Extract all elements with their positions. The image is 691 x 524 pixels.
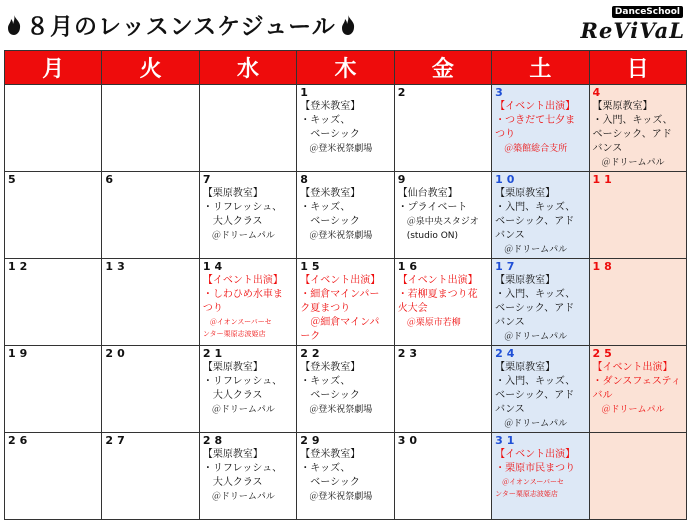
day-number: 18 bbox=[592, 260, 616, 273]
day-number: 22 bbox=[300, 347, 324, 360]
event-line: ・若柳夏まつり花 bbox=[397, 289, 478, 300]
event-line: ベーシック bbox=[300, 390, 360, 401]
event-line: つり bbox=[495, 129, 516, 140]
day-cell bbox=[297, 259, 394, 346]
event-line: 【栗原教室】 bbox=[592, 101, 653, 112]
day-cell bbox=[589, 259, 686, 346]
week-row bbox=[5, 172, 687, 259]
event-line: ・キッズ、 bbox=[300, 463, 351, 474]
day-number: 4 bbox=[592, 86, 605, 99]
day-number: 5 bbox=[8, 173, 20, 186]
day-number: 13 bbox=[105, 260, 129, 273]
event-line: 【イベント出演】 bbox=[592, 362, 673, 373]
day-cell bbox=[5, 346, 102, 433]
event-line: 大人クラス bbox=[202, 390, 263, 401]
event-line: 【イベント出演】 bbox=[202, 275, 283, 286]
day-cell bbox=[492, 259, 589, 346]
event-venue: ンター栗原志波姫店 bbox=[495, 490, 558, 498]
day-number bbox=[593, 434, 683, 448]
day-cell bbox=[492, 433, 589, 520]
day-number: 16 bbox=[397, 260, 421, 273]
page-title: ８月のレッスンスケジュール bbox=[26, 14, 336, 40]
day-cell bbox=[297, 346, 394, 433]
event-line: ・入門、キッズ、 bbox=[495, 376, 576, 387]
day-cell bbox=[5, 259, 102, 346]
event-line: バンス bbox=[495, 230, 525, 241]
event-line: ＠細倉マインパ bbox=[300, 317, 380, 328]
event-venue: ＠築館総合支所 bbox=[495, 144, 568, 154]
event-line: ・入門、キッズ、 bbox=[495, 289, 576, 300]
day-cell bbox=[394, 346, 491, 433]
weekday-sunday: 日 bbox=[589, 51, 686, 85]
day-cell bbox=[589, 433, 686, 520]
event-line: 【イベント出演】 bbox=[495, 449, 576, 460]
event-line: つり bbox=[202, 303, 223, 314]
weekday-monday: 月 bbox=[5, 51, 102, 85]
event-line: ベーシック、アド bbox=[592, 129, 672, 140]
event-line: 【登米教室】 bbox=[300, 449, 361, 460]
event-line: ベーシック、アド bbox=[495, 303, 575, 314]
event-venue: ＠ドリームパル bbox=[495, 245, 568, 255]
event-venue: ＠登米祝祭劇場 bbox=[300, 405, 373, 415]
event-line: バンス bbox=[495, 317, 525, 328]
day-number: 28 bbox=[202, 434, 227, 447]
event-line: 【登米教室】 bbox=[300, 188, 361, 199]
event-line: ク夏まつり bbox=[300, 303, 351, 314]
event-line: ベーシック bbox=[300, 129, 360, 140]
event-venue: ＠イオンスーパーセ bbox=[495, 478, 564, 486]
day-number: 19 bbox=[8, 347, 32, 360]
day-number: 21 bbox=[202, 347, 227, 360]
event-line: ・入門、キッズ、 bbox=[592, 115, 673, 126]
day-number: 7 bbox=[202, 173, 215, 186]
school-logo[interactable] bbox=[580, 6, 685, 46]
day-cell bbox=[199, 259, 296, 346]
day-number: 1 bbox=[300, 86, 312, 99]
event-venue: ＠ドリームパル bbox=[495, 332, 568, 342]
event-line: ・リフレッシュ、 bbox=[202, 376, 283, 387]
day-number bbox=[8, 86, 98, 100]
event-line: 【登米教室】 bbox=[300, 362, 361, 373]
day-cell bbox=[394, 259, 491, 346]
event-line: 【栗原教室】 bbox=[202, 449, 263, 460]
logo-name: ReViVaL bbox=[580, 18, 685, 43]
day-cell bbox=[199, 85, 296, 172]
event-line: 【栗原教室】 bbox=[202, 362, 263, 373]
event-line: 【イベント出演】 bbox=[495, 101, 576, 112]
event-line: 【イベント出演】 bbox=[397, 275, 478, 286]
event-line: ・キッズ、 bbox=[300, 202, 351, 213]
event-line: ・リフレッシュ、 bbox=[202, 202, 283, 213]
day-cell bbox=[492, 346, 589, 433]
day-cell bbox=[492, 172, 589, 259]
logo-subtitle: DanceSchool bbox=[612, 6, 683, 18]
event-line: 大人クラス bbox=[202, 477, 263, 488]
weekday-friday: 金 bbox=[394, 51, 491, 85]
day-cell bbox=[102, 85, 199, 172]
flame-icon bbox=[340, 14, 356, 36]
day-number: 27 bbox=[105, 434, 129, 447]
day-cell bbox=[199, 172, 296, 259]
day-number: 10 bbox=[495, 173, 519, 186]
day-number: 26 bbox=[8, 434, 32, 447]
event-line: ・プライベート bbox=[397, 202, 468, 213]
header bbox=[0, 0, 691, 50]
day-number: 11 bbox=[592, 173, 616, 186]
day-number: 30 bbox=[397, 434, 421, 447]
day-number: 6 bbox=[105, 173, 118, 186]
day-cell bbox=[5, 433, 102, 520]
event-line: ベーシック、アド bbox=[495, 390, 575, 401]
day-cell bbox=[102, 346, 199, 433]
day-cell bbox=[394, 172, 491, 259]
week-row bbox=[5, 433, 687, 520]
event-line: 【仙台教室】 bbox=[397, 188, 458, 199]
day-number: 9 bbox=[397, 173, 410, 186]
day-cell bbox=[5, 85, 102, 172]
day-cell bbox=[5, 172, 102, 259]
event-venue: ＠泉中央スタジオ bbox=[397, 217, 479, 227]
day-cell bbox=[199, 433, 296, 520]
week-row bbox=[5, 259, 687, 346]
event-line: 【栗原教室】 bbox=[202, 188, 263, 199]
day-cell bbox=[394, 85, 491, 172]
event-line: 火大会 bbox=[397, 303, 428, 314]
event-line: ・ダンスフェスティ bbox=[592, 376, 681, 387]
event-venue: (studio ON) bbox=[397, 231, 459, 241]
week-row bbox=[5, 85, 687, 172]
day-cell bbox=[589, 85, 686, 172]
event-line: バンス bbox=[592, 143, 623, 154]
event-line: ・つきだて七夕ま bbox=[495, 115, 576, 126]
day-number: 17 bbox=[495, 260, 519, 273]
flame-icon bbox=[6, 14, 22, 36]
event-line: バンス bbox=[495, 404, 525, 415]
day-number: 15 bbox=[300, 260, 324, 273]
day-cell bbox=[589, 346, 686, 433]
day-number: 24 bbox=[495, 347, 519, 360]
event-line: バル bbox=[592, 390, 613, 401]
day-number: 29 bbox=[300, 434, 324, 447]
event-venue: ＠栗原市若柳 bbox=[397, 318, 461, 328]
day-cell bbox=[102, 172, 199, 259]
day-cell bbox=[492, 85, 589, 172]
event-line: ・キッズ、 bbox=[300, 376, 351, 387]
event-line: ・細倉マインパー bbox=[300, 289, 380, 300]
event-line: ベーシック bbox=[300, 216, 360, 227]
weekday-header-row bbox=[5, 51, 687, 85]
event-line: ベーシック bbox=[300, 477, 360, 488]
day-cell bbox=[102, 433, 199, 520]
event-venue: ＠イオンスーパーセ bbox=[202, 318, 272, 326]
event-line: ベーシック、アド bbox=[495, 216, 575, 227]
day-number: 2 bbox=[397, 86, 410, 99]
event-venue: ＠登米祝祭劇場 bbox=[300, 144, 373, 154]
event-line: 【登米教室】 bbox=[300, 101, 361, 112]
weekday-saturday: 土 bbox=[492, 51, 589, 85]
event-venue: ＠ドリームパル bbox=[592, 158, 665, 168]
event-line: ・キッズ、 bbox=[300, 115, 351, 126]
day-number: 23 bbox=[397, 347, 421, 360]
day-cell bbox=[394, 433, 491, 520]
day-number bbox=[105, 86, 195, 100]
day-cell bbox=[297, 85, 394, 172]
day-number: 3 bbox=[495, 86, 507, 99]
event-venue: ＠ドリームパル bbox=[202, 405, 275, 415]
event-venue: ＠ドリームパル bbox=[592, 405, 665, 415]
event-line: ・しわひめ水車ま bbox=[202, 289, 283, 300]
weekday-thursday: 木 bbox=[297, 51, 394, 85]
event-line: ・栗原市民まつり bbox=[495, 463, 576, 474]
event-line: 【栗原教室】 bbox=[495, 362, 556, 373]
day-number: 25 bbox=[592, 347, 616, 360]
event-line: ・リフレッシュ、 bbox=[202, 463, 283, 474]
day-number: 8 bbox=[300, 173, 312, 186]
event-line: 【イベント出演】 bbox=[300, 275, 381, 286]
event-line: 大人クラス bbox=[202, 216, 263, 227]
day-cell bbox=[297, 172, 394, 259]
event-line: ーク bbox=[300, 331, 321, 342]
day-number: 20 bbox=[105, 347, 129, 360]
title-bar bbox=[6, 8, 356, 41]
day-cell bbox=[589, 172, 686, 259]
event-venue: ＠ドリームパル bbox=[495, 419, 568, 429]
weekday-tuesday: 火 bbox=[102, 51, 199, 85]
day-number: 12 bbox=[8, 260, 32, 273]
event-line: 【栗原教室】 bbox=[495, 188, 556, 199]
weekday-wednesday: 水 bbox=[199, 51, 296, 85]
week-row bbox=[5, 346, 687, 433]
event-line: ・入門、キッズ、 bbox=[495, 202, 576, 213]
event-venue: ＠ドリームパル bbox=[202, 231, 275, 241]
event-venue: ＠登米祝祭劇場 bbox=[300, 492, 373, 502]
day-cell bbox=[102, 259, 199, 346]
event-venue: ＠登米祝祭劇場 bbox=[300, 231, 373, 241]
day-number: 31 bbox=[495, 434, 519, 447]
day-number: 14 bbox=[202, 260, 227, 273]
day-cell bbox=[297, 433, 394, 520]
day-number bbox=[203, 86, 293, 100]
event-line: 【栗原教室】 bbox=[495, 275, 556, 286]
event-venue: ンター栗原志波姫店 bbox=[202, 330, 266, 338]
day-cell bbox=[199, 346, 296, 433]
schedule-calendar bbox=[4, 50, 687, 520]
event-venue: ＠ドリームパル bbox=[202, 492, 275, 502]
